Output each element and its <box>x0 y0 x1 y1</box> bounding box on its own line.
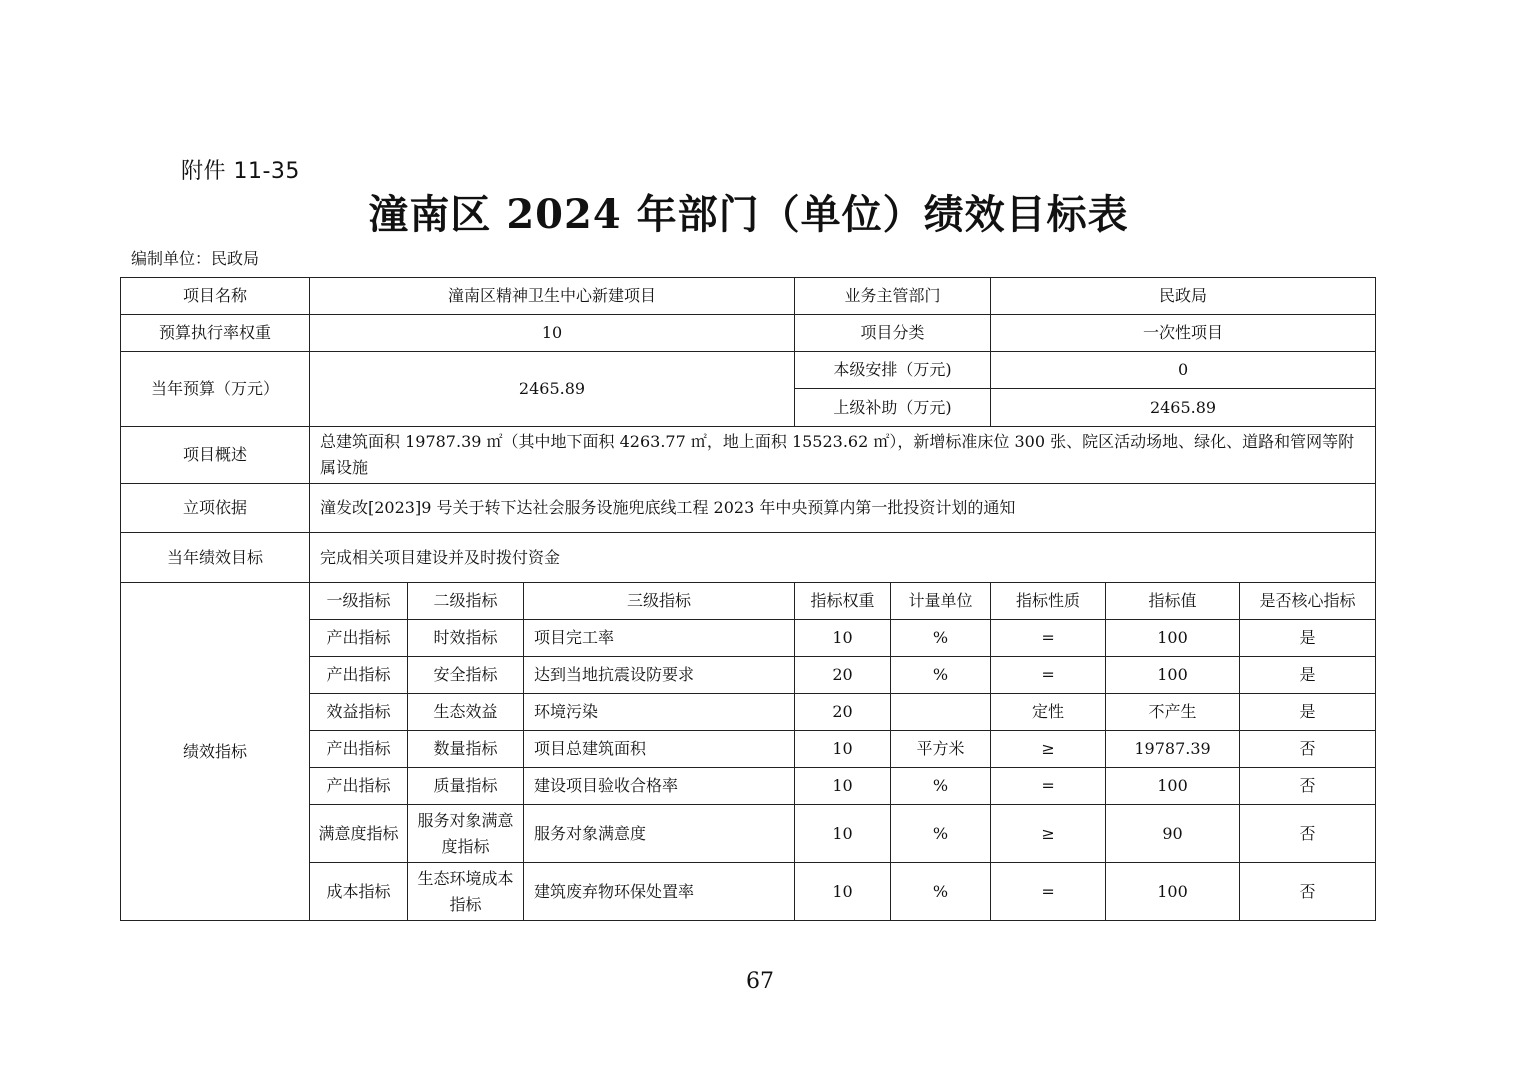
unit-cell: % <box>891 657 991 694</box>
value-cell: 19787.39 <box>1106 731 1240 768</box>
core-cell: 否 <box>1240 768 1376 805</box>
value-cell: 100 <box>1106 657 1240 694</box>
annual-budget-label: 当年预算（万元） <box>121 352 310 427</box>
weight-cell: 10 <box>795 768 891 805</box>
weight-cell: 20 <box>795 657 891 694</box>
row-annual-budget <box>121 352 1376 389</box>
indicator-row <box>121 620 1376 657</box>
nature-cell: 定性 <box>991 694 1106 731</box>
weight-cell: 20 <box>795 694 891 731</box>
level2-cell: 安全指标 <box>408 657 524 694</box>
goal-value: 完成相关项目建设并及时拨付资金 <box>310 533 1376 583</box>
header-value: 指标值 <box>1106 583 1240 620</box>
page-number: 67 <box>746 969 774 994</box>
project-name-value: 潼南区精神卫生中心新建项目 <box>310 278 795 315</box>
row-annual-goal <box>121 533 1376 583</box>
overview-value: 总建筑面积 19787.39 ㎡（其中地下面积 4263.77 ㎡，地上面积 15523.62 ㎡），新增标准床位 300 张、院区活动场地、绿化、道路和管网等附属设施 <box>310 427 1376 484</box>
header-core: 是否核心指标 <box>1240 583 1376 620</box>
level3-cell: 服务对象满意度 <box>524 805 795 863</box>
level1-cell: 产出指标 <box>310 768 408 805</box>
superior-budget-value: 2465.89 <box>991 389 1376 427</box>
level2-cell: 数量指标 <box>408 731 524 768</box>
dept-value: 民政局 <box>991 278 1376 315</box>
local-budget-value: 0 <box>991 352 1376 389</box>
indicator-row <box>121 731 1376 768</box>
budget-rate-value: 10 <box>310 315 795 352</box>
unit-cell: % <box>891 863 991 921</box>
weight-cell: 10 <box>795 620 891 657</box>
goal-label: 当年绩效目标 <box>121 533 310 583</box>
superior-budget-label: 上级补助（万元) <box>795 389 991 427</box>
nature-cell: = <box>991 863 1106 921</box>
compiling-unit: 编制单位：民政局 <box>131 249 260 268</box>
row-budget-rate <box>121 315 1376 352</box>
level1-cell: 成本指标 <box>310 863 408 921</box>
header-unit: 计量单位 <box>891 583 991 620</box>
weight-cell: 10 <box>795 863 891 921</box>
category-value: 一次性项目 <box>991 315 1376 352</box>
basis-value: 潼发改[2023]9 号关于转下达社会服务设施兜底线工程 2023 年中央预算内第一批投资计划的通知 <box>310 484 1376 533</box>
indicator-row <box>121 768 1376 805</box>
header-weight: 指标权重 <box>795 583 891 620</box>
value-cell: 100 <box>1106 863 1240 921</box>
core-cell: 否 <box>1240 731 1376 768</box>
value-cell: 90 <box>1106 805 1240 863</box>
level1-cell: 产出指标 <box>310 657 408 694</box>
level1-cell: 满意度指标 <box>310 805 408 863</box>
unit-cell: 平方米 <box>891 731 991 768</box>
weight-cell: 10 <box>795 731 891 768</box>
level2-cell: 质量指标 <box>408 768 524 805</box>
unit-cell: % <box>891 768 991 805</box>
value-cell: 100 <box>1106 620 1240 657</box>
nature-cell: = <box>991 768 1106 805</box>
level3-cell: 建设项目验收合格率 <box>524 768 795 805</box>
attachment-label: 附件 11-35 <box>181 159 300 184</box>
basis-label: 立项依据 <box>121 484 310 533</box>
indicators-section-label: 绩效指标 <box>121 583 310 921</box>
level2-cell: 时效指标 <box>408 620 524 657</box>
level2-cell: 生态效益 <box>408 694 524 731</box>
dept-label: 业务主管部门 <box>795 278 991 315</box>
level2-cell: 生态环境成本指标 <box>408 863 524 921</box>
core-cell: 否 <box>1240 863 1376 921</box>
local-budget-label: 本级安排（万元) <box>795 352 991 389</box>
unit-cell <box>891 694 991 731</box>
unit-cell: % <box>891 620 991 657</box>
row-basis <box>121 484 1376 533</box>
project-name-label: 项目名称 <box>121 278 310 315</box>
level3-cell: 环境污染 <box>524 694 795 731</box>
header-level2: 二级指标 <box>408 583 524 620</box>
nature-cell: ≥ <box>991 731 1106 768</box>
core-cell: 否 <box>1240 805 1376 863</box>
header-level1: 一级指标 <box>310 583 408 620</box>
performance-target-table <box>120 277 1376 921</box>
level1-cell: 效益指标 <box>310 694 408 731</box>
indicator-row <box>121 694 1376 731</box>
level1-cell: 产出指标 <box>310 731 408 768</box>
indicator-header-row <box>121 583 1376 620</box>
core-cell: 是 <box>1240 694 1376 731</box>
row-overview <box>121 427 1376 484</box>
core-cell: 是 <box>1240 620 1376 657</box>
indicator-row <box>121 657 1376 694</box>
nature-cell: = <box>991 657 1106 694</box>
indicator-row <box>121 805 1376 863</box>
overview-label: 项目概述 <box>121 427 310 484</box>
level3-cell: 项目总建筑面积 <box>524 731 795 768</box>
level1-cell: 产出指标 <box>310 620 408 657</box>
indicator-row <box>121 863 1376 921</box>
level3-cell: 建筑废弃物环保处置率 <box>524 863 795 921</box>
annual-budget-value: 2465.89 <box>310 352 795 427</box>
value-cell: 不产生 <box>1106 694 1240 731</box>
header-level3: 三级指标 <box>524 583 795 620</box>
page-title: 潼南区 2024 年部门（单位）绩效目标表 <box>368 191 1129 238</box>
nature-cell: ≥ <box>991 805 1106 863</box>
level2-cell: 服务对象满意度指标 <box>408 805 524 863</box>
weight-cell: 10 <box>795 805 891 863</box>
budget-rate-label: 预算执行率权重 <box>121 315 310 352</box>
core-cell: 是 <box>1240 657 1376 694</box>
level3-cell: 达到当地抗震设防要求 <box>524 657 795 694</box>
category-label: 项目分类 <box>795 315 991 352</box>
row-project-name <box>121 278 1376 315</box>
header-nature: 指标性质 <box>991 583 1106 620</box>
value-cell: 100 <box>1106 768 1240 805</box>
nature-cell: = <box>991 620 1106 657</box>
level3-cell: 项目完工率 <box>524 620 795 657</box>
unit-cell: % <box>891 805 991 863</box>
